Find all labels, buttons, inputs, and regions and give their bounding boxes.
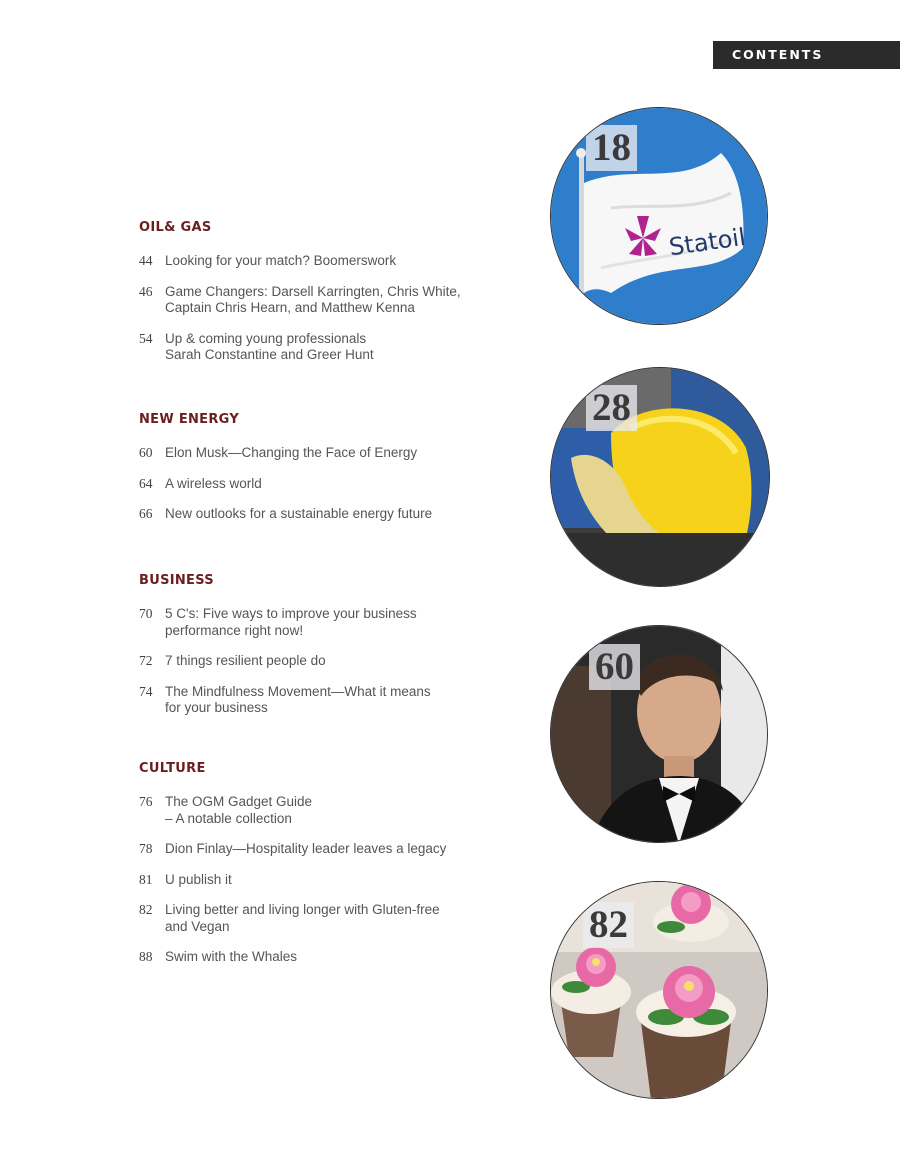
entry-title: 7 things resilient people do: [165, 653, 326, 668]
page-number: 64: [139, 475, 153, 491]
section-culture: [139, 761, 499, 980]
feature-image-cupcakes[interactable]: [550, 881, 768, 1099]
flag-text: Statoil: [667, 222, 748, 262]
contents-tab: CONTENTS: [713, 41, 900, 69]
entry-title: Living better and living longer with Gluten-free and Vegan: [165, 902, 440, 934]
entry-title: New outlooks for a sustainable energy future: [165, 506, 433, 521]
toc-entry[interactable]: [139, 794, 499, 827]
entry-title: A wireless world: [165, 475, 262, 491]
feature-image-statoil-flag[interactable]: [550, 107, 768, 325]
feature-page-badge: 60: [589, 644, 640, 690]
page-number: 54: [139, 330, 153, 346]
feature-page-badge: 82: [583, 902, 634, 948]
toc-entry[interactable]: [139, 445, 499, 462]
entry-title: Looking for your match? Boomerswork: [165, 253, 397, 268]
page-number: 78: [139, 841, 153, 856]
page-number: 76: [139, 794, 153, 809]
entry-title: Dion Finlay—Hospitality leader leaves a legacy: [165, 841, 447, 856]
entry-title: Up & coming young professionals Sarah Constantine and Greer Hunt: [165, 330, 374, 362]
page-number: 88: [139, 949, 153, 964]
toc-entry[interactable]: [139, 331, 499, 364]
entry-title: Swim with the Whales: [165, 949, 298, 964]
section-title: BUSINESS: [139, 573, 214, 588]
section-title: OIL& GAS: [139, 220, 212, 235]
page-number: 70: [139, 606, 153, 621]
page-number: 44: [139, 253, 153, 268]
toc-entry[interactable]: [139, 653, 499, 670]
section-new-energy: [139, 412, 499, 537]
toc-entry[interactable]: [139, 841, 499, 858]
toc-entry[interactable]: [139, 902, 499, 935]
feature-image-hard-hat[interactable]: [550, 367, 770, 587]
feature-page-badge: 28: [586, 385, 637, 431]
page-number: 74: [139, 683, 153, 699]
entry-title: U publish it: [165, 871, 232, 887]
section-oil-gas: [139, 220, 499, 378]
toc-entry[interactable]: [139, 872, 499, 889]
entry-title: The Mindfulness Movement—What it means for your business: [165, 683, 431, 715]
entry-title: Elon Musk—Changing the Face of Energy: [165, 445, 418, 460]
entry-title: 5 C's: Five ways to improve your business performance right now!: [165, 606, 417, 638]
feature-image-portrait[interactable]: [550, 625, 768, 843]
toc-entry[interactable]: [139, 606, 499, 639]
page-number: 81: [139, 871, 153, 887]
page-number: 66: [139, 506, 153, 521]
page-number: 60: [139, 445, 153, 460]
toc-entry[interactable]: [139, 253, 499, 270]
toc-entry[interactable]: [139, 284, 499, 317]
section-title: CULTURE: [139, 761, 206, 776]
page-number: 82: [139, 902, 153, 917]
section-title: NEW ENERGY: [139, 412, 240, 427]
section-business: [139, 573, 499, 731]
toc-entry[interactable]: [139, 476, 499, 493]
toc-entry[interactable]: [139, 949, 499, 966]
page-number: 72: [139, 653, 153, 668]
toc-entry[interactable]: [139, 506, 499, 523]
entry-title: The OGM Gadget Guide – A notable collection: [165, 794, 313, 826]
toc-entry[interactable]: [139, 684, 499, 717]
feature-page-badge: 18: [586, 125, 637, 171]
entry-title: Game Changers: Darsell Karringten, Chris White, Captain Chris Hearn, and Matthew Kenna: [165, 283, 461, 315]
page-number: 46: [139, 283, 153, 299]
